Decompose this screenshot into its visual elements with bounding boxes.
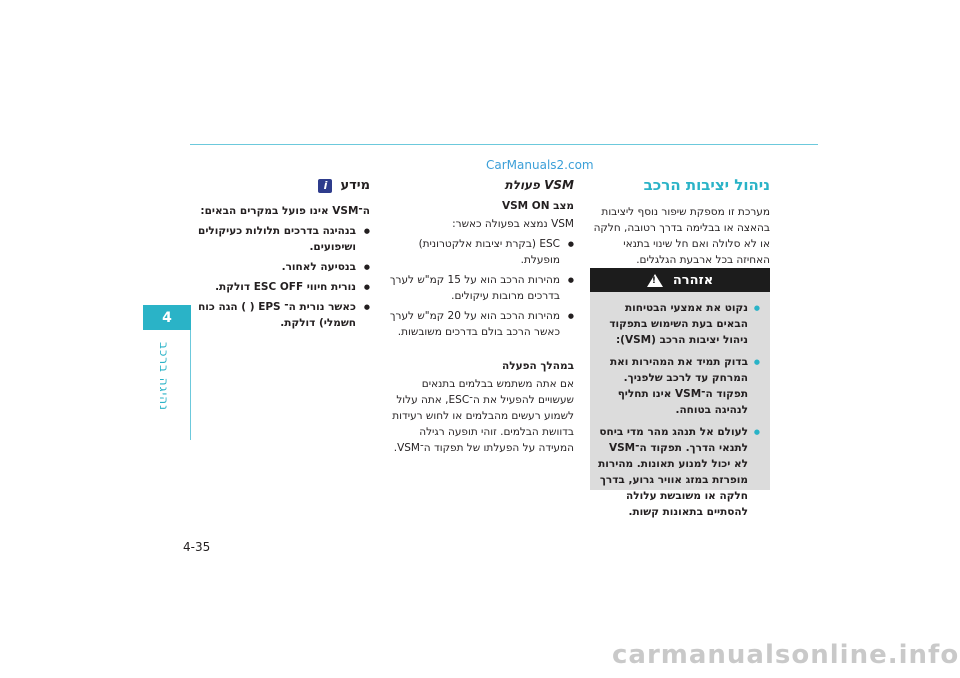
section-title: ניהול יציבות הרכב xyxy=(643,176,770,194)
info-intro: ה־VSM אינו פועל במקרים הבאים: xyxy=(200,205,370,217)
warning-item: ● בדוק תמיד את המהירות ואת המרחק עד לרכב שלפניך. תפקוד ה־VSM אינו תחליף לנהיגה בטוחה. xyxy=(598,354,760,418)
vsm-on-heading: מצב VSM ON xyxy=(501,200,574,212)
warning-item: ● לעולם אל תנהג מהר מדי ביחס לתנאי הדרך. תפקוד ה־VSM לא יכול למנוע תאונות. מהירות מופרזת במזג אוויר גרוע, בדרך חלקה או משובשת עלולה להסתיים בתאונות קשות. xyxy=(598,424,760,520)
info-item: ● נורית חיווי ESC OFF דולקת. xyxy=(190,279,370,295)
intro-paragraph: מערכת זו מספקת שיפור נוסף ליציבות בהאצה או בבלימה בדרך רטובה, חלקה או לא סלולה ואם חל שינוי בתנאי האחיזה בכל ארבעת הגלגלים. xyxy=(593,206,770,266)
chapter-tab: 4 xyxy=(143,305,191,330)
top-rule xyxy=(190,144,818,145)
info-header xyxy=(190,178,370,193)
operation-title: VSM פעולת xyxy=(504,178,574,192)
watermark-bottom: carmanualsonline.info xyxy=(612,640,960,670)
info-item: ● כאשר נורית ה־ EPS ( ) הגה כוח חשמלי) דולקת. xyxy=(190,299,370,331)
info-item: ● בנסיעה לאחור. xyxy=(190,259,370,275)
info-item: ● בנהיגה בדרכים תלולות כעיקולים ושיפועים. xyxy=(190,223,370,255)
chapter-rule xyxy=(190,330,191,440)
middle-column xyxy=(386,178,574,456)
info-title: מידע xyxy=(340,178,370,193)
page-number: 4-35 xyxy=(183,540,211,554)
left-column xyxy=(190,178,370,335)
warning-item: ● נקוט את אמצעי הבטיחות הבאים בעת השימוש בתפקוד ניהול יציבות הרכב (VSM): xyxy=(598,300,760,348)
during-operation-heading: במהלך הפעלה xyxy=(502,360,574,372)
info-icon: i xyxy=(318,179,332,193)
condition-item: ● מהירות הרכב הוא על 15 קמ"ש לערך בדרכים מרובות עיקולים. xyxy=(386,272,574,304)
warning-box xyxy=(590,268,770,518)
warning-header xyxy=(590,268,770,292)
watermark-top: CarManuals2.com xyxy=(486,158,594,172)
condition-item: ● ESC (בקרת יציבות אלקטרונית) מופעלת. xyxy=(386,236,574,268)
warning-title: אזהרה xyxy=(672,272,714,288)
chapter-label: נהיגה ברכב xyxy=(157,342,171,411)
right-column xyxy=(590,176,770,268)
vsm-on-intro: VSM נמצא בפעולה כאשר: xyxy=(452,218,574,230)
condition-item: ● מהירות הרכב הוא על 20 קמ"ש לערך כאשר הרכב בולם בדרכים משובשות. xyxy=(386,308,574,340)
warning-triangle-icon: ! xyxy=(647,274,663,287)
during-operation-paragraph: אם אתה משתמש בבלמים בתנאים שעשויים להפעיל את ה־ESC, אתה עלול לשמוע רעשים מהבלמים או לחוש רעידות בדוושת הבלמים. זוהי תופעה רגילה המעידה על הפעלתו של תפקוד ה־VSM. xyxy=(392,378,574,454)
